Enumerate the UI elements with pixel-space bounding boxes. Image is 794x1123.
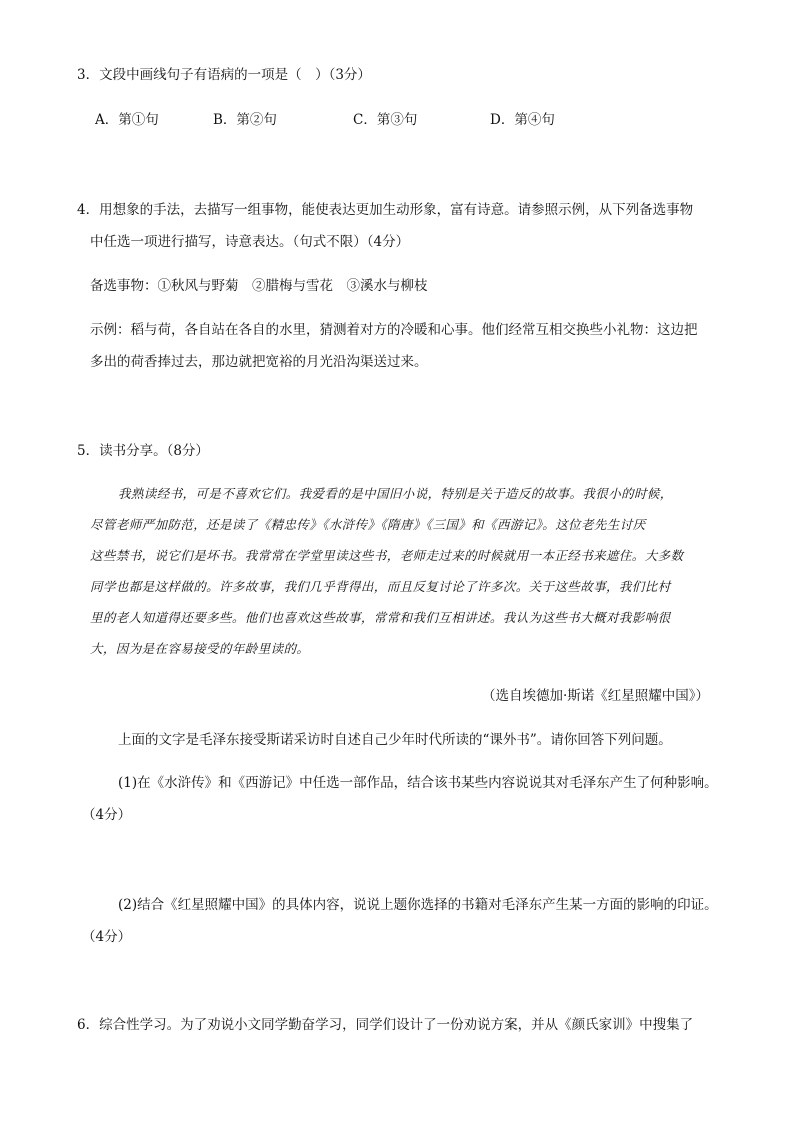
- question-4-example-line-2: 多出的荷香捧过去，那边就把宽裕的月光沿沟渠送过来。: [90, 354, 428, 370]
- option-a: A．第①句: [95, 112, 159, 128]
- question-4-candidates: 备选事物：①秋风与野菊 ②腊梅与雪花 ③溪水与柳枝: [90, 278, 428, 294]
- passage-line: 我熟读经书，可是不喜欢它们。我爱看的是中国旧小说，特别是关于造反的故事。我很小的时候，: [118, 486, 673, 501]
- question-5-stem: 5．读书分享。（8分）: [77, 443, 209, 459]
- option-d: D．第④句: [490, 112, 555, 128]
- question-4-example-line-1: 示例：稻与荷，各自站在各自的水里，猜测着对方的冷暖和心事。他们经常互相交换些小礼物：这边把: [90, 322, 698, 338]
- passage-source: （选自埃德加·斯诺《红星照耀中国》）: [482, 688, 710, 704]
- sub-question-1-line-1: (1)在《水浒传》和《西游记》中任选一部作品，结合该书某些内容说说其对毛泽东产生了何种影响。: [118, 775, 718, 791]
- option-b: B．第②句: [213, 112, 277, 128]
- question-6-stem: 6．综合性学习。为了劝说小文同学勤奋学习，同学们设计了一份劝说方案，并从《颜氏家训》中搜集了: [77, 1017, 694, 1033]
- question-3-stem: 3．文段中画线句子有语病的一项是（ ）（3分）: [77, 67, 371, 83]
- question-4-stem-line-1: 4．用想象的手法，去描写一组事物，能使表达更加生动形象，富有诗意。请参照示例，从下列备选事物: [77, 202, 694, 218]
- option-c: C．第③句: [353, 112, 418, 128]
- sub-question-2-line-1: (2)结合《红星照耀中国》的具体内容，说说上题你选择的书籍对毛泽东产生某一方面的影响的印证。: [118, 897, 718, 913]
- passage-line: 同学也都是这样做的。许多故事，我们几乎背得出，而且反复讨论了许多次。关于这些故事，我们比村: [90, 579, 671, 594]
- passage-line: 尽管老师严加防范，还是读了《精忠传》《水浒传》《隋唐》《三国》和《西游记》。这位老先生讨厌: [90, 517, 646, 532]
- passage-line: 大，因为是在容易接受的年龄里读的。: [90, 641, 310, 656]
- question-5-intro: 上面的文字是毛泽东接受斯诺采访时自述自己少年时代所读的“课外书”。请你回答下列问题。: [118, 732, 672, 748]
- passage-line: 这些禁书，说它们是坏书。我常常在学堂里读这些书，老师走过来的时候就用一本正经书来遮住。大多数: [90, 548, 684, 563]
- sub-question-2-score: （4分）: [82, 929, 132, 945]
- passage-line: 里的老人知道得还要多些。他们也喜欢这些故事，常常和我们互相讲述。我认为这些书大概对我影响很: [90, 610, 671, 625]
- sub-question-1-score: （4分）: [82, 807, 132, 823]
- question-4-stem-line-2: 中任选一项进行描写，诗意表达。（句式不限）（4分）: [90, 234, 410, 250]
